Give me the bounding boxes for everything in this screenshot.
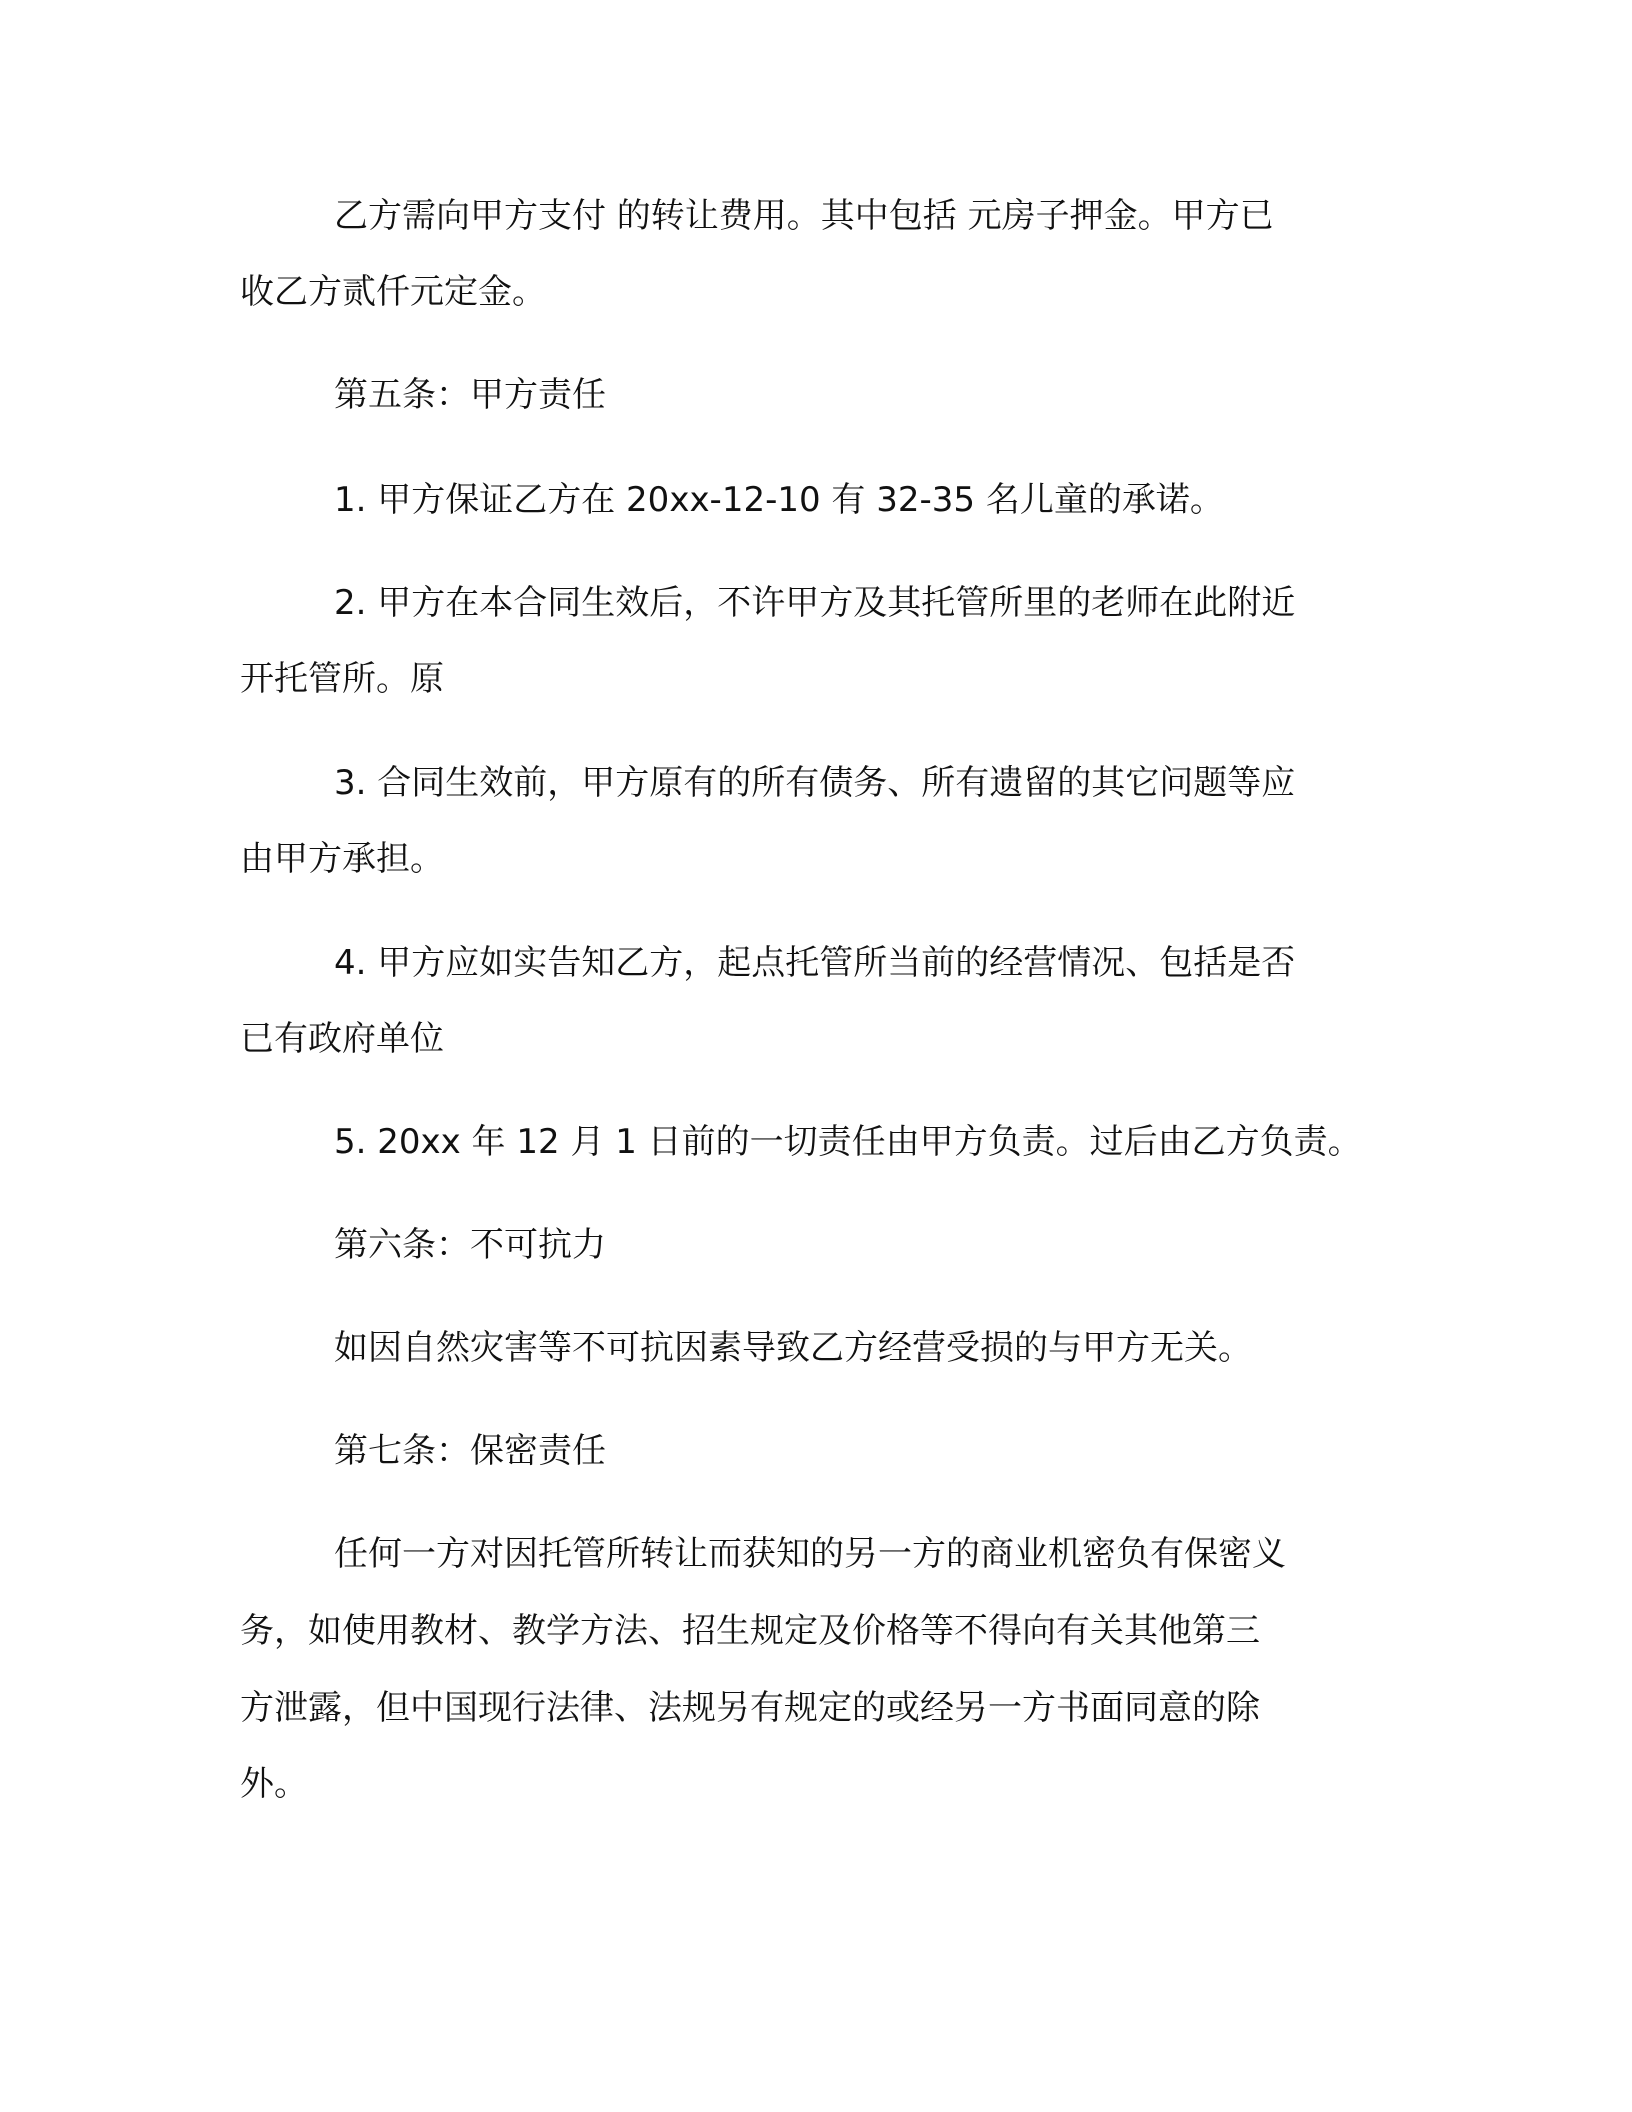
article-7-heading: 第七条：保密责任 [334,1431,606,1471]
paragraph-transfer-fee-line-2: 收乙方贰仟元定金。 [240,272,546,312]
article-7-body-line-1: 任何一方对因托管所转让而获知的另一方的商业机密负有保密义 [334,1534,1286,1574]
article-7-body-line-3: 方泄露，但中国现行法律、法规另有规定的或经另一方书面同意的除 [240,1688,1260,1728]
paragraph-transfer-fee-line-1: 乙方需向甲方支付 的转让费用。其中包括 元房子押金。甲方已 [334,196,1274,236]
article-6-heading: 第六条：不可抗力 [334,1225,606,1265]
article-7-body-line-2: 务，如使用教材、教学方法、招生规定及价格等不得向有关其他第三 [240,1611,1260,1651]
article-6-body: 如因自然灾害等不可抗因素导致乙方经营受损的与甲方无关。 [334,1328,1252,1368]
article-5-item-1: 1. 甲方保证乙方在 20xx-12-10 有 32-35 名儿童的承诺。 [334,480,1224,520]
article-5-heading: 第五条：甲方责任 [334,375,606,415]
article-5-item-2-line-1: 2. 甲方在本合同生效后，不许甲方及其托管所里的老师在此附近 [334,583,1296,623]
article-5-item-3-line-1: 3. 合同生效前，甲方原有的所有债务、所有遗留的其它问题等应 [334,763,1296,803]
article-5-item-3-line-2: 由甲方承担。 [240,839,444,879]
article-5-item-4-line-1: 4. 甲方应如实告知乙方，起点托管所当前的经营情况、包括是否 [334,943,1296,983]
article-5-item-2-line-2: 开托管所。原 [240,659,444,699]
article-5-item-4-line-2: 已有政府单位 [240,1019,444,1059]
article-7-body-line-4: 外。 [240,1764,308,1804]
article-5-item-5: 5. 20xx 年 12 月 1 日前的一切责任由甲方负责。过后由乙方负责。 [334,1122,1362,1162]
